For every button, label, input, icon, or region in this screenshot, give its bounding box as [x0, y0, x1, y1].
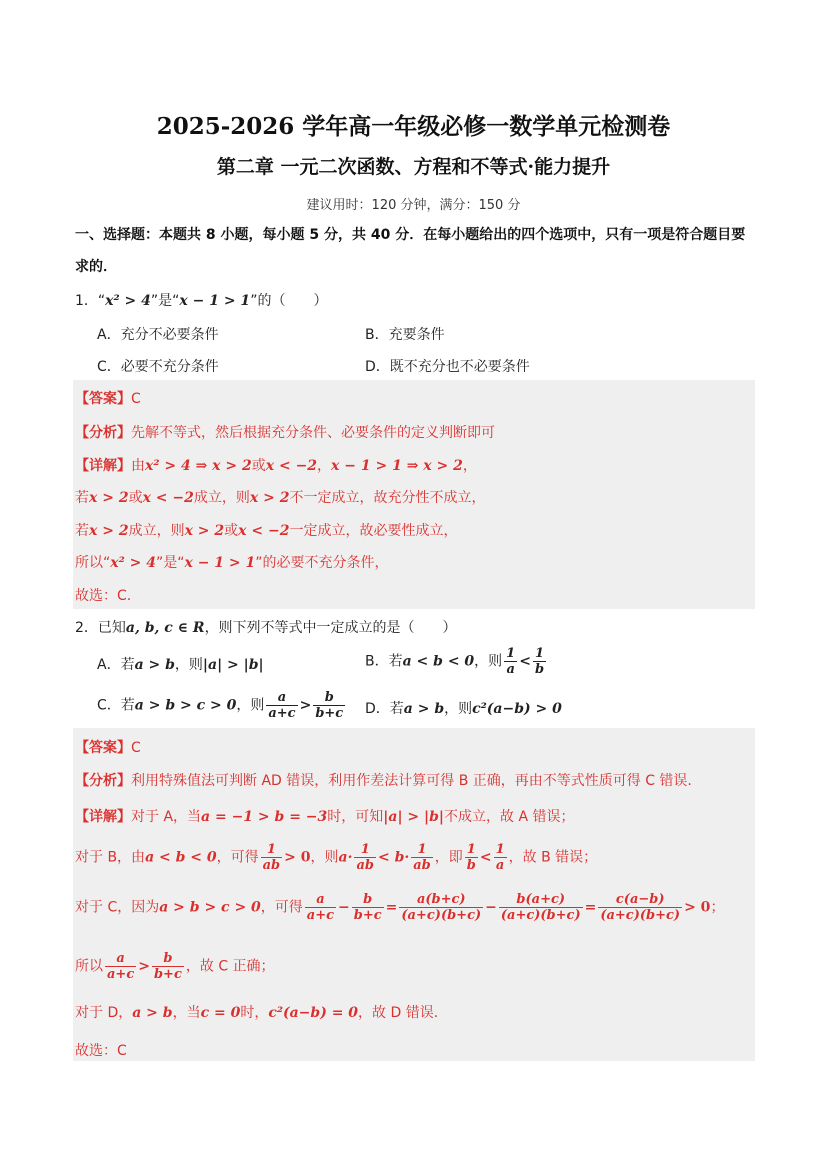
q1-d3-c: 或: [224, 523, 239, 539]
q2-dC-b: ，可得: [260, 899, 303, 916]
q2-analysis: [75, 770, 692, 790]
q2-dC-f3d: (a+c)(b+c): [401, 908, 482, 923]
q2-dD-expr2: c = 0: [200, 1005, 241, 1021]
q1-option-c: C．必要不充分条件: [97, 359, 219, 375]
q2-option-b: [365, 646, 548, 677]
q1-answer-tag: 【答案】: [75, 391, 131, 407]
q2-detail-tag: 【详解】: [75, 809, 131, 825]
q2-optC-frac1: [266, 690, 297, 721]
q2-dB-f3d: ab: [413, 858, 431, 873]
q2-dB-a: 对于 B，由: [75, 849, 146, 866]
q2-dB-frac1: [261, 842, 283, 873]
q1-stem-prefix: 1．“: [75, 293, 106, 309]
q2-dA-expr1: a = −1 > b = −3: [201, 809, 328, 825]
q2-dB-f4n: 1: [465, 842, 478, 858]
q1-analysis-tag: 【分析】: [75, 425, 131, 441]
q2-optC-den1: a+c: [268, 706, 296, 721]
q2-analysis-tag: 【分析】: [75, 773, 131, 789]
q2-optB-den1: a: [506, 662, 515, 677]
q2-dB-expr1: a < b < 0: [145, 849, 217, 866]
q1-detail-tag: 【详解】: [75, 458, 131, 474]
q2-dB-gt0: > 0: [284, 849, 311, 866]
q2-detail-b: [75, 842, 597, 873]
q1-option-a: A．充分不必要条件: [97, 327, 219, 343]
q2-detail-c: [75, 892, 724, 923]
q2-optC-b: ，则: [236, 697, 265, 714]
q2-dB-f2n: 1: [354, 842, 376, 858]
q1-d2-expr2: x < −2: [142, 490, 194, 506]
q2-optC-num1: a: [266, 690, 297, 706]
q2-dB-e: ，故 B 错误；: [508, 849, 598, 866]
q2-dB-frac4: [465, 842, 478, 873]
q2-optB-lt: <: [519, 653, 531, 670]
q2-dC2-a: 所以: [75, 958, 103, 975]
q2-dC-frac5: [598, 892, 682, 923]
q2-optC-a: C．若: [97, 697, 135, 714]
q2-dC-f5d: (a+c)(b+c): [600, 908, 681, 923]
q1-option-d: D．既不充分也不必要条件: [365, 359, 530, 375]
q2-optB-den2: b: [534, 662, 545, 677]
q2-dA-c: 不成立，故 A 错误；: [444, 809, 575, 825]
q1-d2-c: 成立，则: [193, 490, 250, 506]
q1-analysis: [75, 422, 495, 442]
q1-d4-b: ”是“: [155, 555, 185, 571]
q2-dB-f4d: b: [466, 858, 476, 873]
q2-dB-frac5: [494, 842, 507, 873]
q1-d4-c: ”的必要不充分条件，: [255, 555, 389, 571]
q1-d3-expr1: x > 2: [89, 523, 129, 539]
q2-dC2-frac1: [105, 951, 136, 982]
q2-stem-b: ，则下列不等式中一定成立的是（ ）: [204, 620, 457, 636]
q1-d1-d: ，: [462, 458, 477, 474]
q2-dC-frac4: [499, 892, 583, 923]
q2-optD-expr1: a > b: [403, 701, 445, 717]
q2-optD-expr2: c²(a−b) > 0: [472, 701, 562, 717]
q1-d4-expr2: x − 1 > 1: [184, 555, 256, 571]
q1-d1-a: 由: [131, 458, 145, 474]
q2-dC-f3n: a(b+c): [399, 892, 483, 908]
q2-stem-a: 2．已知: [75, 620, 126, 636]
q2-dB-frac3: [411, 842, 433, 873]
q2-dC2-frac2: [152, 951, 184, 982]
q2-dA-expr2: |a| > |b|: [383, 809, 444, 825]
q2-optB-num1: 1: [506, 646, 516, 661]
q2-dD-expr3: c²(a−b) = 0: [268, 1005, 359, 1021]
q1-answer: [75, 388, 141, 408]
q2-dC-gt0: > 0: [684, 899, 711, 916]
q2-stem: [75, 617, 457, 637]
q2-detail-d: [75, 1002, 438, 1022]
q2-dB-f5d: a: [495, 858, 505, 873]
q1-detail-line3: [75, 520, 457, 540]
q2-dB-f3n: 1: [411, 842, 433, 858]
q2-dB-frac2: [354, 842, 376, 873]
q2-dB-b: ，可得: [216, 849, 259, 866]
q1-d3-d: 一定成立，故必要性成立，: [289, 523, 458, 539]
q1-stem: [75, 290, 327, 310]
q2-dC-f1n: a: [305, 892, 336, 908]
q2-optB-frac1: [504, 646, 517, 677]
exam-meta: 建议用时：120 分钟，满分：150 分: [306, 198, 521, 213]
q2-dD-d: ，故 D 错误.: [358, 1005, 439, 1021]
q2-dC-expr1: a > b > c > 0: [159, 899, 261, 916]
q1-d1-c: ，: [317, 458, 332, 474]
q2-dC-minus2: −: [485, 899, 497, 916]
q2-dD-c: 时，: [240, 1005, 269, 1021]
q2-dC-a: 对于 C，因为: [75, 899, 160, 916]
q2-option-d: [365, 698, 562, 718]
q1-answer-value: C: [131, 391, 141, 407]
q1-d2-expr1: x > 2: [89, 490, 129, 506]
q2-optC-den2: b+c: [315, 706, 344, 721]
q2-dB-c: ，则: [310, 849, 339, 866]
q2-dA-a: 对于 A，当: [131, 809, 202, 825]
q2-dB-expr2a: a·: [338, 849, 353, 866]
q2-dC-eq2: =: [584, 899, 597, 916]
q2-dC-f5n: c(a−b): [598, 892, 682, 908]
q2-dC-f2d: b+c: [353, 908, 382, 923]
q2-optB-a: B．若: [365, 653, 403, 670]
q1-d2-b: 或: [128, 490, 143, 506]
q2-answer-tag: 【答案】: [75, 740, 131, 756]
q2-dC2-f1d: a+c: [107, 967, 135, 982]
q2-optB-b: ，则: [474, 653, 503, 670]
q1-stem-expr1: x² > 4: [105, 293, 151, 309]
chapter-subtitle: 第二章 一元二次函数、方程和不等式·能力提升: [216, 156, 611, 178]
q2-optA-expr1: a > b: [134, 657, 175, 673]
q2-optC-num2: b: [313, 690, 345, 706]
q2-dC2-gt: >: [138, 958, 150, 975]
q2-dC2-b: ，故 C 正确；: [185, 958, 275, 975]
q1-conclusion: 故选：C.: [75, 588, 132, 604]
q2-dC-eq1: =: [385, 899, 398, 916]
q1-d4-expr1: x² > 4: [110, 555, 156, 571]
q2-stem-expr: a, b, c ∈ R: [125, 620, 205, 636]
q2-dB-d: ，即: [434, 849, 463, 866]
q1-d1-expr2: x < −2: [265, 458, 318, 474]
q2-dA-b: 时，可知: [327, 809, 384, 825]
q1-stem-mid: ”是“: [150, 293, 180, 309]
q1-stem-suffix: ”的（ ）: [250, 293, 328, 309]
q2-optC-gt: >: [299, 697, 312, 714]
q1-d3-b: 成立，则: [128, 523, 185, 539]
section-heading: 一、选择题：本题共 8 小题，每小题 5 分，共 40 分．在每小题给出的四个选项中，只有一项是符合题目要求的．: [75, 227, 746, 275]
q2-optB-num2: 1: [533, 646, 546, 662]
q2-dC-minus1: −: [338, 899, 350, 916]
q2-detail-c2: [75, 951, 275, 982]
q2-dB-lt: <: [479, 849, 492, 866]
q2-dC-frac1: [305, 892, 336, 923]
q1-detail-line4: [75, 552, 389, 572]
q2-dB-f5n: 1: [495, 842, 505, 857]
q2-dC2-f2d: b+c: [153, 967, 182, 982]
q2-dC2-f1n: a: [105, 951, 136, 967]
q2-answer: [75, 737, 141, 757]
q1-d3-expr2: x > 2: [184, 523, 225, 539]
q2-dD-expr1: a > b: [132, 1005, 173, 1021]
q1-detail-line1: [75, 455, 477, 475]
q1-d4-a: 所以“: [75, 555, 111, 571]
q1-d2-a: 若: [75, 490, 89, 506]
q1-d1-expr1: x² > 4 ⇒ x > 2: [145, 458, 252, 474]
q2-optB-frac2: [533, 646, 546, 677]
q2-option-c: [97, 690, 347, 721]
q2-dC-f1d: a+c: [306, 908, 335, 923]
q2-optA-b: ，则: [174, 657, 203, 673]
q1-analysis-text: 先解不等式，然后根据充分条件、必要条件的定义判断即可: [131, 425, 495, 441]
q2-dC-f2n: b: [352, 892, 384, 908]
q2-dD-b: ，当: [172, 1005, 201, 1021]
q2-detail-a: [75, 806, 574, 826]
q2-answer-value: C: [131, 740, 141, 756]
q1-detail-line2: [75, 487, 485, 507]
q1-d2-d: 不一定成立，故充分性不成立，: [289, 490, 486, 506]
q2-optA-a: A．若: [97, 657, 135, 673]
q2-dC-frac3: [399, 892, 483, 923]
q2-analysis-text: 利用特殊值法可判断 AD 错误，利用作差法计算可得 B 正确，再由不等式性质可得 C 错误.: [131, 773, 692, 789]
q2-dD-a: 对于 D，: [75, 1005, 133, 1021]
q2-dC-frac2: [352, 892, 384, 923]
q2-dB-expr2b: < b·: [377, 849, 410, 866]
q2-dB-f1n: 1: [261, 842, 283, 858]
q2-dC2-f2n: b: [152, 951, 184, 967]
q2-dC-f4d: (a+c)(b+c): [500, 908, 581, 923]
q2-optC-expr: a > b > c > 0: [134, 697, 237, 714]
q2-dB-f1d: ab: [262, 858, 281, 873]
q1-d3-a: 若: [75, 523, 89, 539]
q1-d2-expr3: x > 2: [249, 490, 290, 506]
q2-dC-f4n: b(a+c): [499, 892, 583, 908]
q1-d1-b: 或: [251, 458, 266, 474]
q1-d3-expr3: x < −2: [238, 523, 290, 539]
q2-optB-expr: a < b < 0: [402, 653, 475, 670]
q2-dC-c: ；: [710, 899, 725, 916]
q2-conclusion: 故选：C: [75, 1043, 127, 1059]
q1-d1-expr3: x − 1 > 1 ⇒ x > 2: [331, 458, 463, 474]
q2-optD-b: ，则: [444, 701, 473, 717]
q2-option-a: [97, 654, 264, 674]
q2-optA-expr2: |a| > |b|: [202, 657, 264, 673]
q2-optC-frac2: [313, 690, 345, 721]
q2-dB-f2d: ab: [356, 858, 374, 873]
q1-option-b: B．充要条件: [365, 327, 445, 343]
q1-stem-expr2: x − 1 > 1: [179, 293, 251, 309]
page-title: 2025-2026 学年高一年级必修一数学单元检测卷: [156, 113, 671, 140]
q2-optD-a: D．若: [365, 701, 404, 717]
